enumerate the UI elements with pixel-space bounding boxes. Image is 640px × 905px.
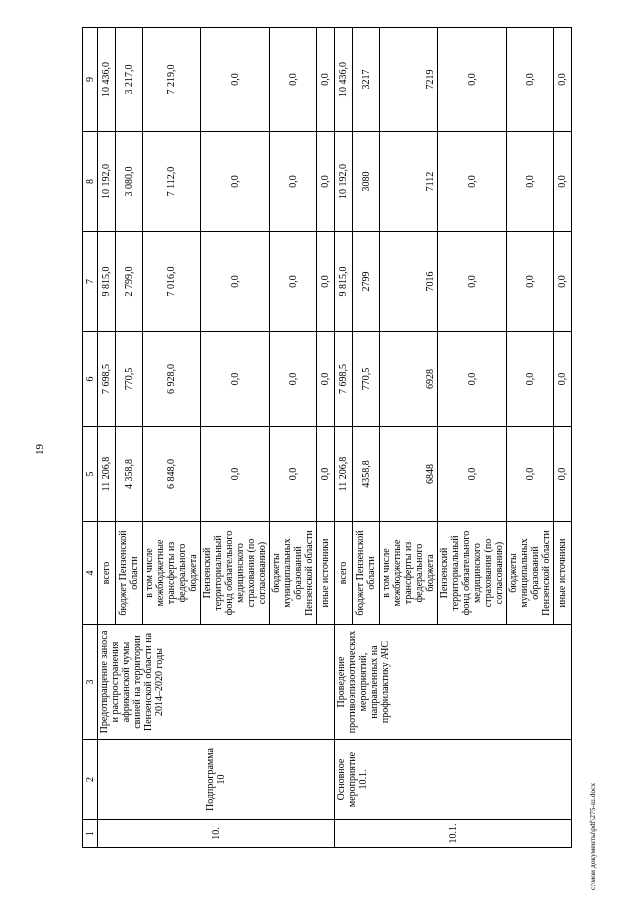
value-cell: 0,0 xyxy=(554,232,572,332)
header-cell: 6 xyxy=(83,332,98,427)
value-cell: 11 206,8 xyxy=(335,427,353,522)
value-cell: 3217 xyxy=(353,28,380,132)
source-label-cell: в том числе межбюджетные трансферты из федерального бюджета xyxy=(143,522,201,625)
value-cell: 0,0 xyxy=(554,427,572,522)
value-cell: 0,0 xyxy=(270,132,317,232)
value-cell: 7 219,0 xyxy=(143,28,201,132)
value-cell: 2799 xyxy=(353,232,380,332)
value-cell: 770,5 xyxy=(353,332,380,427)
value-cell: 0,0 xyxy=(201,28,270,132)
value-cell: 7 016,0 xyxy=(143,232,201,332)
value-cell: 0,0 xyxy=(507,427,554,522)
value-cell: 0,0 xyxy=(317,332,335,427)
value-cell: 770,5 xyxy=(116,332,143,427)
page-number: 19 xyxy=(34,444,46,455)
header-cell: 5 xyxy=(83,427,98,522)
source-label-cell: бюджеты муниципальных образований Пензенской области xyxy=(270,522,317,625)
rotated-table-container xyxy=(82,28,592,848)
source-label-cell: бюджет Пензенской области xyxy=(116,522,143,625)
program-name-cell: Подпрограмма 10 xyxy=(98,740,335,820)
value-cell: 0,0 xyxy=(201,427,270,522)
table-row xyxy=(335,28,353,848)
program-description-cell: Проведение противоэпизоотических мероприятий, направленных на профилактику АЧС xyxy=(335,625,572,740)
value-cell: 0,0 xyxy=(270,28,317,132)
header-cell: 9 xyxy=(83,28,98,132)
value-cell: 0,0 xyxy=(438,28,507,132)
value-cell: 0,0 xyxy=(438,427,507,522)
value-cell: 0,0 xyxy=(270,232,317,332)
value-cell: 7 698,5 xyxy=(98,332,116,427)
value-cell: 2 799,0 xyxy=(116,232,143,332)
value-cell: 0,0 xyxy=(317,28,335,132)
value-cell: 3 080,0 xyxy=(116,132,143,232)
value-cell: 0,0 xyxy=(438,332,507,427)
value-cell: 7016 xyxy=(380,232,438,332)
value-cell: 6928 xyxy=(380,332,438,427)
program-description-cell: Предотвращение заноса и распространения африканской чумы свиней на территории Пензенской области на 2014–2020 годы xyxy=(98,625,335,740)
row-number-cell: 10.1. xyxy=(335,820,572,848)
source-label-cell: бюджеты муниципальных образований Пензенской области xyxy=(507,522,554,625)
value-cell: 0,0 xyxy=(507,232,554,332)
value-cell: 10 192,0 xyxy=(98,132,116,232)
source-label-cell: иные источники xyxy=(554,522,572,625)
value-cell: 7219 xyxy=(380,28,438,132)
value-cell: 0,0 xyxy=(554,332,572,427)
value-cell: 0,0 xyxy=(507,28,554,132)
value-cell: 7112 xyxy=(380,132,438,232)
header-cell: 7 xyxy=(83,232,98,332)
value-cell: 7 112,0 xyxy=(143,132,201,232)
value-cell: 4358,8 xyxy=(353,427,380,522)
value-cell: 3 217,0 xyxy=(116,28,143,132)
value-cell: 10 436,0 xyxy=(98,28,116,132)
source-label-cell: в том числе межбюджетные трансферты из федерального бюджета xyxy=(380,522,438,625)
header-cell: 2 xyxy=(83,740,98,820)
source-label-cell: Пензенский территориальный фонд обязательного медицинского страхования (по согласованию) xyxy=(438,522,507,625)
source-label-cell: Пензенский территориальный фонд обязательного медицинского страхования (по согласованию) xyxy=(201,522,270,625)
value-cell: 0,0 xyxy=(317,427,335,522)
value-cell: 4 358,8 xyxy=(116,427,143,522)
value-cell: 0,0 xyxy=(438,232,507,332)
value-cell: 0,0 xyxy=(507,332,554,427)
value-cell: 0,0 xyxy=(507,132,554,232)
value-cell: 6 848,0 xyxy=(143,427,201,522)
value-cell: 7 698,5 xyxy=(335,332,353,427)
value-cell: 0,0 xyxy=(554,28,572,132)
value-cell: 10 192,0 xyxy=(335,132,353,232)
value-cell: 11 206,8 xyxy=(98,427,116,522)
value-cell: 9 815,0 xyxy=(98,232,116,332)
header-cell: 4 xyxy=(83,522,98,625)
value-cell: 6 928,0 xyxy=(143,332,201,427)
value-cell: 0,0 xyxy=(317,132,335,232)
value-cell: 0,0 xyxy=(270,427,317,522)
value-cell: 0,0 xyxy=(201,232,270,332)
value-cell: 0,0 xyxy=(438,132,507,232)
program-funding-table xyxy=(82,27,572,848)
footer-file-path: c:\мои документы\pdf\275-ш.docx xyxy=(588,782,597,890)
source-label-cell: бюджет Пензенской области xyxy=(353,522,380,625)
row-number-cell: 10. xyxy=(98,820,335,848)
header-cell: 8 xyxy=(83,132,98,232)
header-row xyxy=(83,28,98,848)
value-cell: 0,0 xyxy=(201,332,270,427)
value-cell: 0,0 xyxy=(201,132,270,232)
value-cell: 3080 xyxy=(353,132,380,232)
program-name-cell: Основное мероприятие 10.1. xyxy=(335,740,572,820)
value-cell: 10 436,0 xyxy=(335,28,353,132)
table-row xyxy=(98,28,116,848)
source-label-cell: всего xyxy=(335,522,353,625)
value-cell: 0,0 xyxy=(317,232,335,332)
value-cell: 0,0 xyxy=(554,132,572,232)
source-label-cell: всего xyxy=(98,522,116,625)
value-cell: 9 815,0 xyxy=(335,232,353,332)
value-cell: 6848 xyxy=(380,427,438,522)
header-cell: 3 xyxy=(83,625,98,740)
header-cell: 1 xyxy=(83,820,98,848)
source-label-cell: иные источники xyxy=(317,522,335,625)
value-cell: 0,0 xyxy=(270,332,317,427)
